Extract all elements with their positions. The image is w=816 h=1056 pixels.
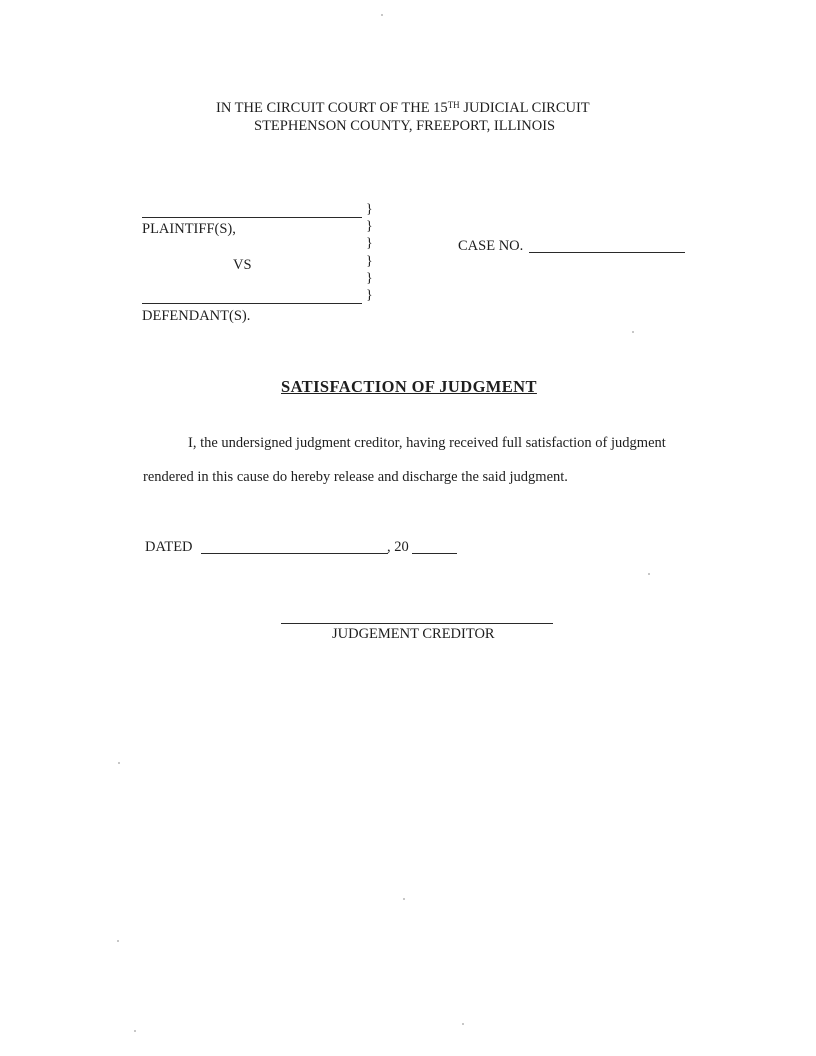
court-heading-line-2: STEPHENSON COUNTY, FREEPORT, ILLINOIS — [254, 118, 556, 134]
dated-label: DATED — [145, 539, 193, 555]
vs-label: VS — [233, 257, 252, 273]
scan-speck — [648, 573, 650, 575]
scan-speck — [381, 14, 383, 16]
court-heading-prefix: IN THE CIRCUIT COURT OF THE 15 — [216, 100, 448, 116]
signature-line — [281, 623, 553, 624]
brace-char: } — [366, 202, 373, 217]
case-number-line — [529, 252, 685, 253]
scan-speck — [403, 898, 405, 900]
case-number-label: CASE NO. — [458, 238, 524, 254]
scan-speck — [118, 762, 120, 764]
signature-label: JUDGEMENT CREDITOR — [332, 626, 495, 642]
court-heading-line-1 — [216, 99, 590, 117]
document-title: SATISFACTION OF JUDGMENT — [281, 377, 537, 396]
plaintiff-name-line — [142, 217, 362, 218]
scan-speck — [117, 940, 119, 942]
dated-year-prefix: , 20 — [387, 539, 409, 555]
plaintiff-label: PLAINTIFF(S), — [142, 221, 236, 237]
dated-year-line — [412, 553, 457, 554]
brace-char: } — [366, 253, 373, 269]
body-line-1: I, the undersigned judgment creditor, having received full satisfaction of judgment — [188, 435, 666, 451]
body-line-2: rendered in this cause do hereby release and discharge the said judgment. — [143, 469, 568, 485]
court-heading-suffix: JUDICIAL CIRCUIT — [463, 100, 590, 116]
ordinal-suffix: TH — [447, 100, 460, 110]
caption-brace — [366, 201, 378, 304]
brace-char: } — [366, 288, 373, 304]
brace-char: } — [366, 219, 373, 235]
defendant-label: DEFENDANT(S). — [142, 308, 251, 324]
scan-speck — [462, 1023, 464, 1025]
scan-speck — [632, 331, 634, 333]
brace-char: } — [366, 270, 373, 286]
dated-date-line — [201, 553, 388, 554]
defendant-name-line — [142, 303, 362, 304]
brace-char: } — [366, 236, 373, 252]
scan-speck — [134, 1030, 136, 1032]
